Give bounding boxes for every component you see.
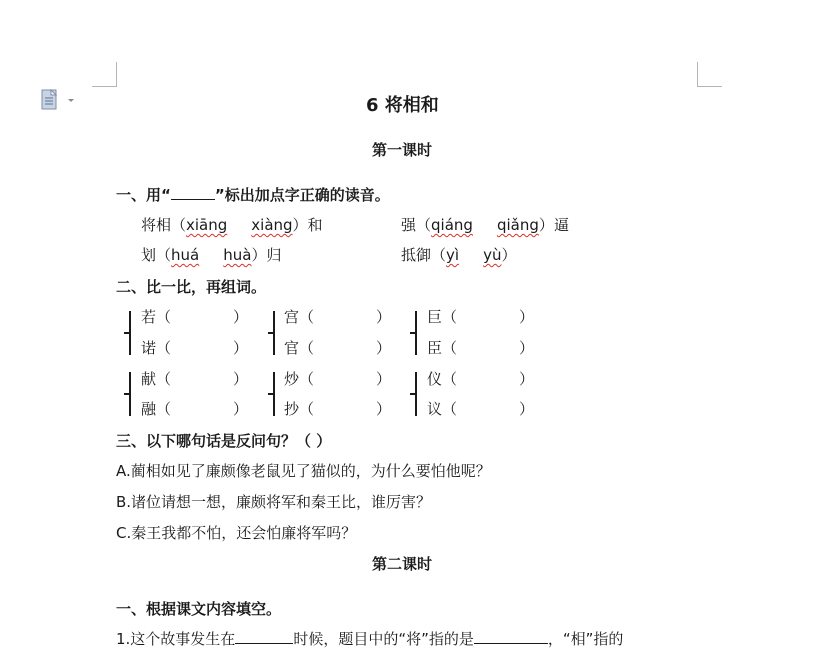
paste-options-button[interactable] [40, 89, 78, 111]
option-c: C.秦王我都不怕，还会怕廉将军吗？ [116, 524, 357, 542]
compare-item-ju: 巨（ ） [427, 308, 535, 326]
pinyin-item-diyu: 抵御（yì yù） [401, 246, 517, 264]
compare-item-gong: 宫（ ） [284, 308, 392, 326]
compare-item-yi: 仪（ ） [427, 370, 535, 388]
lesson-one-heading: 第一课时 [372, 141, 433, 159]
pinyin-item-huagui: 划（huá huà）归 [141, 246, 282, 264]
section-four-heading: 一、根据课文内容填空。 [116, 600, 282, 618]
brace-group-5 [268, 372, 278, 416]
compare-item-nuo: 诺（ ） [141, 339, 249, 357]
compare-item-chao: 炒（ ） [284, 370, 392, 388]
compare-item-guan: 官（ ） [284, 339, 392, 357]
compare-item-rong: 融（ ） [141, 400, 249, 418]
option-a: A.蔺相如见了廉颇像老鼠见了猫似的，为什么要怕他呢？ [116, 462, 491, 480]
compare-item-chao2: 抄（ ） [284, 400, 392, 418]
document-title: 6 将相和 [366, 95, 439, 116]
fill-blank-line-1: 1.这个故事发生在 时候，题目中的“将”指的是 ，“相”指的 [116, 630, 624, 648]
section-three-heading: 三、以下哪句话是反问句？（ ） [116, 432, 332, 450]
brace-group-4 [124, 372, 134, 416]
lesson-two-heading: 第二课时 [372, 555, 433, 573]
brace-group-3 [410, 311, 420, 355]
compare-item-ruo: 若（ ） [141, 308, 249, 326]
section-two-heading: 二、比一比，再组词。 [116, 278, 267, 296]
compare-item-chen: 臣（ ） [427, 339, 535, 357]
pinyin-item-jiangxiang: 将相（xiāng xiàng）和 [141, 216, 323, 234]
chevron-down-icon [68, 99, 74, 102]
brace-group-6 [410, 372, 420, 416]
compare-item-xian: 献（ ） [141, 370, 249, 388]
option-b: B.诸位请想一想，廉颇将军和秦王比，谁厉害？ [116, 493, 432, 511]
section-one-heading: 一、用“ ”标出加点字正确的读音。 [116, 186, 390, 204]
pinyin-item-qiangbi: 强（qiáng qiǎng）逼 [401, 216, 569, 234]
page-corner-top-left [92, 62, 117, 87]
compare-item-yi2: 议（ ） [427, 400, 535, 418]
clipboard-doc-icon [40, 89, 78, 111]
brace-group-1 [124, 311, 134, 355]
brace-group-2 [268, 311, 278, 355]
page-corner-top-right [697, 62, 722, 87]
